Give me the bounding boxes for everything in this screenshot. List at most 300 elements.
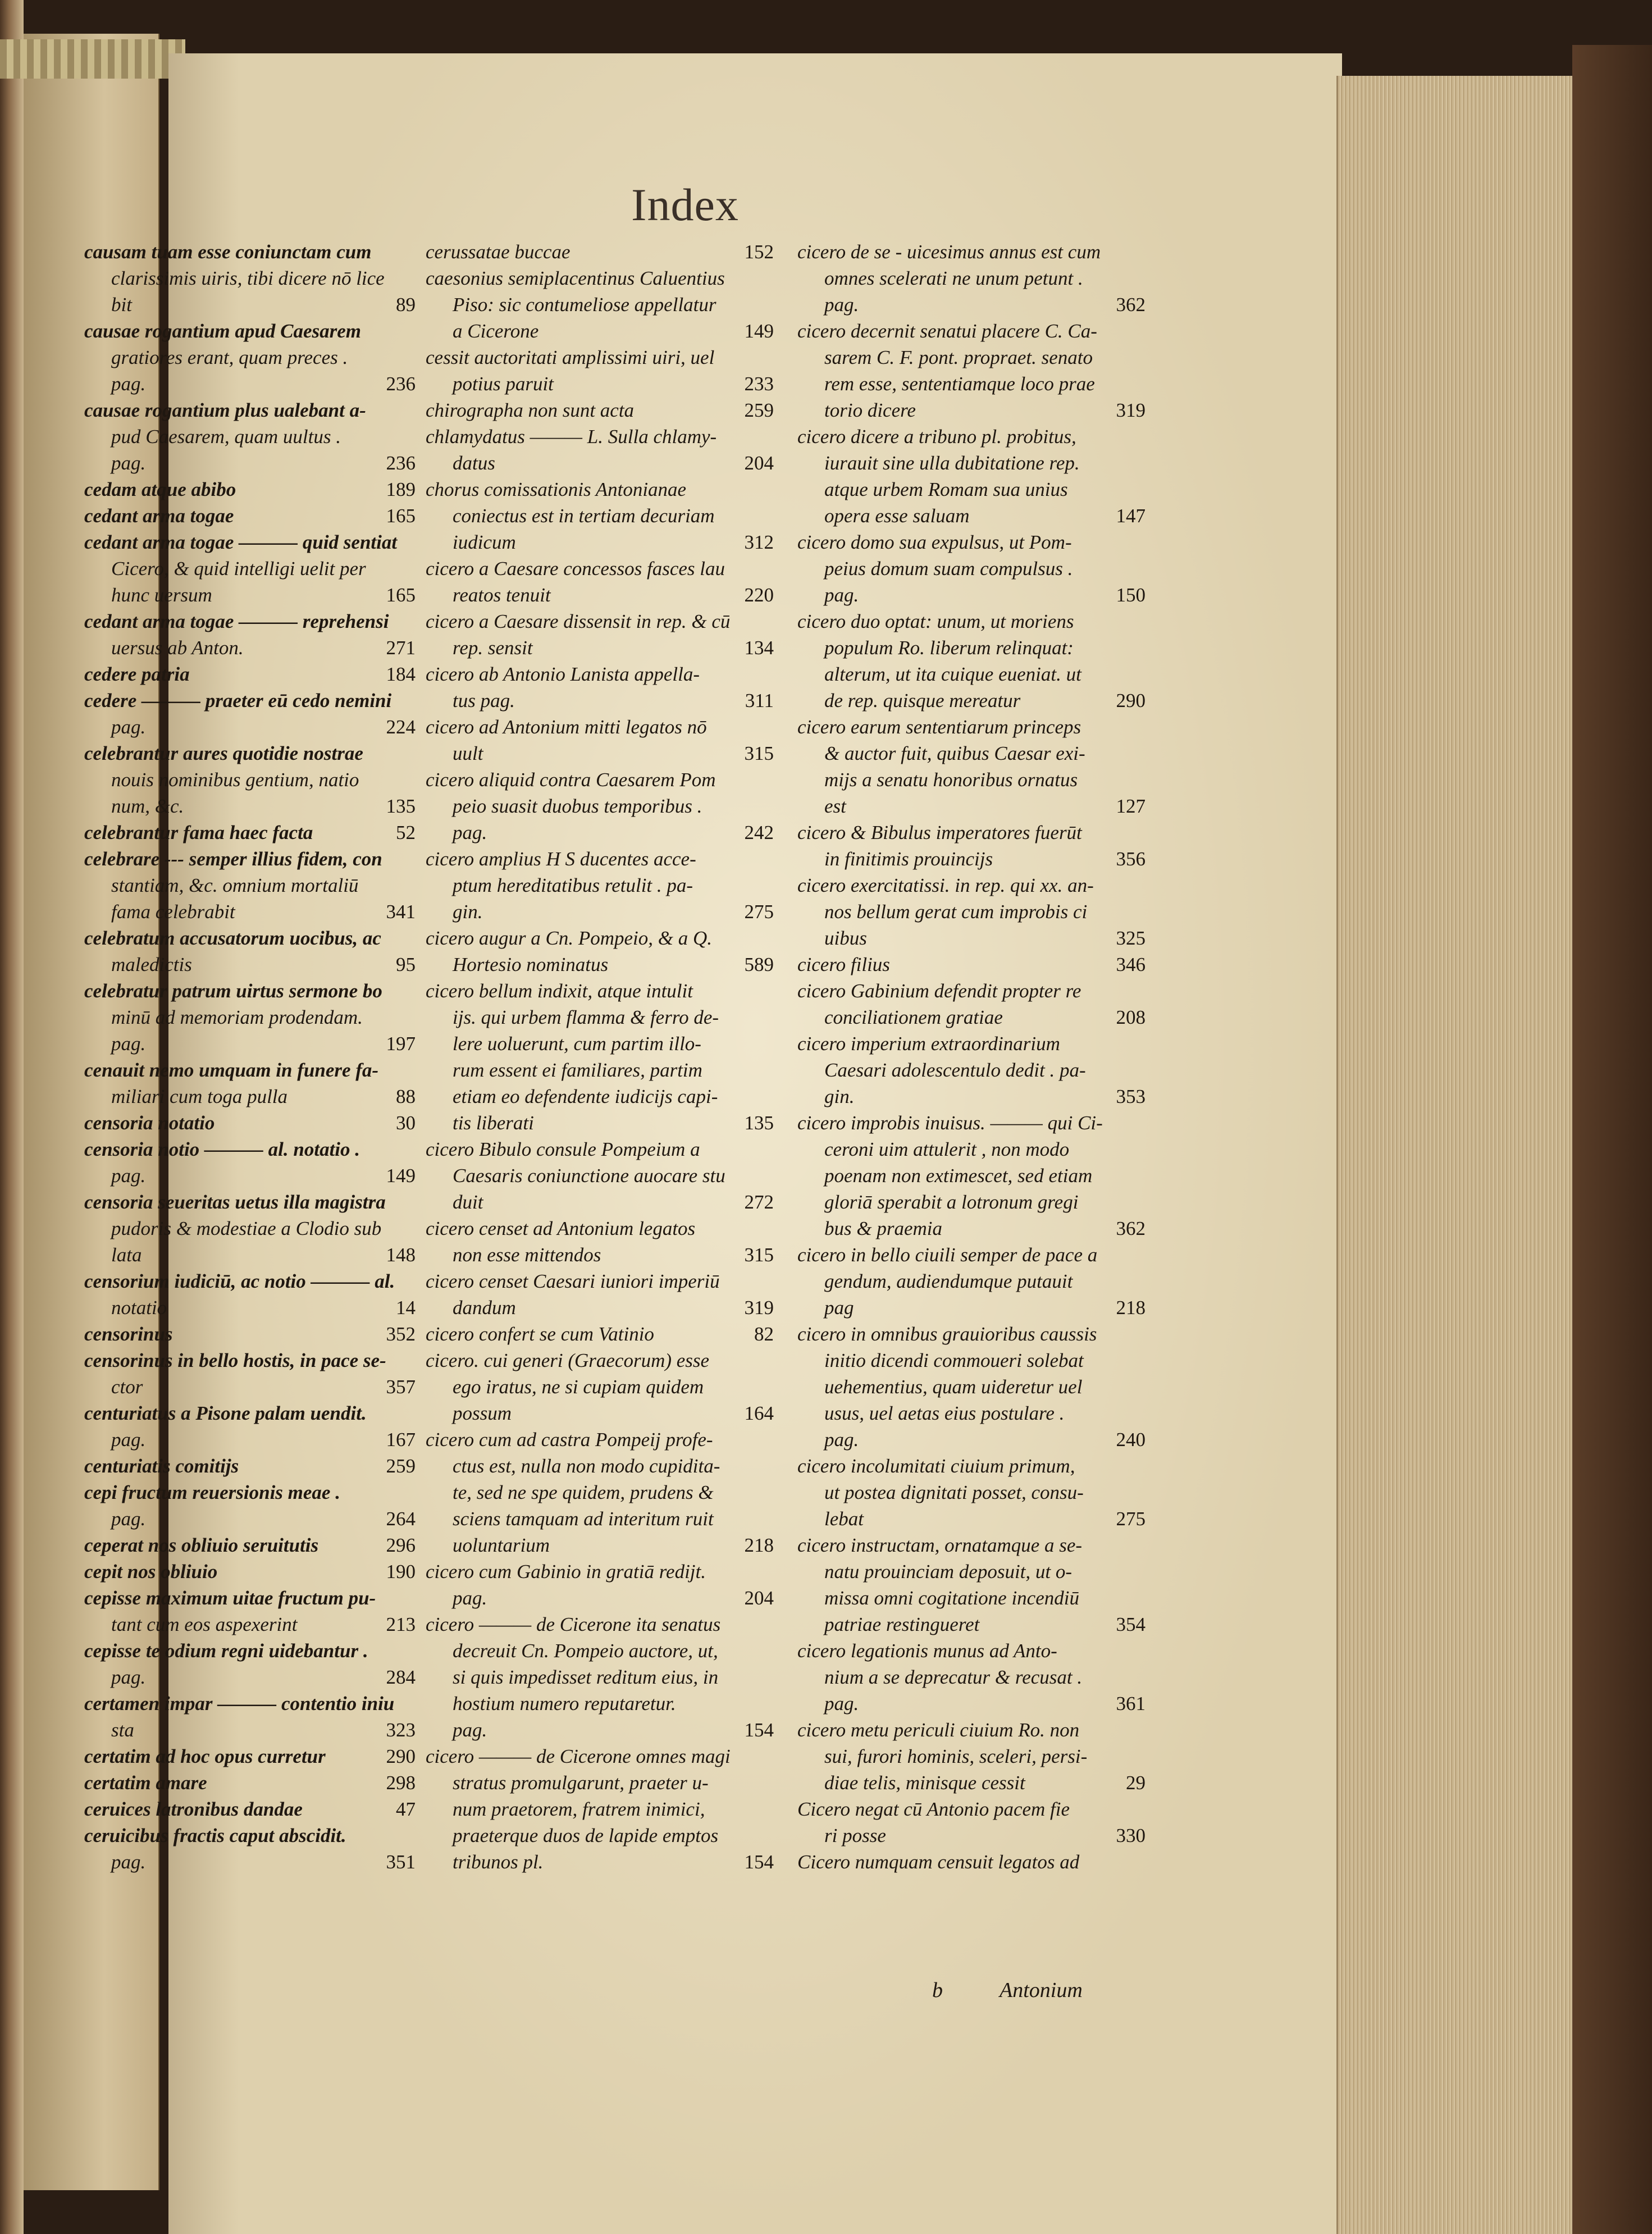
page-number: 135: [386, 795, 416, 817]
index-entry-line: [797, 1532, 1146, 1558]
index-entry-line: [426, 1506, 774, 1532]
entry-text: cepisse maximum uitae fructum pu-: [84, 1587, 376, 1609]
entry-text: nos bellum gerat cum improbis ci: [824, 901, 1088, 923]
index-entry-line: [84, 1294, 416, 1321]
entry-text: ri posse: [824, 1825, 886, 1847]
entry-text: ptum hereditatibus retulit . pa-: [453, 874, 693, 896]
entry-text: causam tuam esse coniunctam cum: [84, 241, 372, 263]
index-entry-line: [797, 1374, 1146, 1400]
entry-text: est: [824, 795, 846, 817]
entry-text: pud Caesarem, quam uultus .: [111, 426, 341, 448]
entry-text: nouis nominibus gentium, natio: [111, 769, 359, 791]
page-number: 315: [744, 1244, 774, 1266]
entry-text: cicero instructam, ornatamque a se-: [797, 1534, 1083, 1556]
index-entry-line: [797, 371, 1146, 397]
index-entry-line: [84, 1426, 416, 1453]
entry-text: chirographa non sunt acta: [426, 399, 635, 421]
entry-text: si quis impedisset reditum eius, in: [453, 1666, 719, 1688]
index-entry-line: [426, 1110, 774, 1136]
page-number: 236: [386, 373, 416, 395]
index-entry-line: [84, 767, 416, 793]
index-entry-line: [84, 1083, 416, 1110]
index-entry-line: [797, 423, 1146, 450]
entry-text: uibus: [824, 927, 867, 949]
index-entry-line: [84, 1849, 416, 1875]
entry-text: cicero confert se cum Vatinio: [426, 1323, 654, 1345]
index-entry-line: [797, 1004, 1146, 1031]
index-entry-line: [84, 318, 416, 344]
entry-text: pudoris & modestiae a Clodio sub: [111, 1218, 382, 1239]
index-entry-line: [797, 1347, 1146, 1374]
index-entry-line: [426, 1004, 774, 1031]
entry-text: celebrantur fama haec facta: [84, 822, 313, 844]
entry-text: pag.: [111, 452, 146, 474]
page-number: 298: [386, 1772, 416, 1794]
index-entry-line: [84, 1031, 416, 1057]
entry-text: te, sed ne spe quidem, prudens &: [453, 1481, 714, 1503]
entry-text: cicero ——— de Cicerone omnes magi: [426, 1745, 731, 1767]
index-entry-line: [426, 793, 774, 819]
entry-text: pag.: [111, 1165, 146, 1187]
index-entry-line: [84, 1585, 416, 1611]
page-number: 361: [1116, 1693, 1146, 1715]
entry-text: rum essent ei familiares, partim: [453, 1059, 702, 1081]
entry-text: atque urbem Romam sua unius: [824, 478, 1068, 500]
entry-text: cicero dicere a tribuno pl. probitus,: [797, 426, 1076, 448]
entry-text: Cicero negat cū Antonio pacem fie: [797, 1798, 1070, 1820]
entry-text: stratus promulgarunt, praeter u-: [453, 1772, 709, 1794]
entry-text: cicero cum ad castra Pompeij profe-: [426, 1429, 713, 1451]
entry-text: fama celebrabit: [111, 901, 235, 923]
index-entry-line: [84, 1162, 416, 1189]
index-entry-line: [426, 951, 774, 978]
entry-text: Piso: sic contumeliose appellatur: [453, 294, 717, 316]
entry-text: reatos tenuit: [453, 584, 551, 606]
entry-text: notatio: [111, 1297, 167, 1319]
page-number: 148: [386, 1244, 416, 1266]
page-number: 224: [386, 716, 416, 738]
entry-text: uult: [453, 742, 483, 764]
index-entry-line: [797, 1558, 1146, 1585]
index-entry-line: [84, 951, 416, 978]
entry-text: Caesari adolescentulo dedit . pa-: [824, 1059, 1086, 1081]
index-entry-line: [426, 503, 774, 529]
entry-text: ceruices latronibus dandae: [84, 1798, 303, 1820]
page-number: 271: [386, 637, 416, 659]
entry-text: tribunos pl.: [453, 1851, 544, 1873]
index-entry-line: [797, 1400, 1146, 1426]
index-entry-line: [84, 1690, 416, 1717]
entry-text: natu prouinciam deposuit, ut o-: [824, 1561, 1073, 1583]
entry-text: cicero & Bibulus imperatores fuerūt: [797, 822, 1082, 844]
index-entry-line: [84, 291, 416, 318]
index-entry-line: [84, 1400, 416, 1426]
page-number: 325: [1116, 927, 1146, 949]
page-number: 127: [1116, 795, 1146, 817]
entry-text: certamen impar ——— contentio iniu: [84, 1693, 395, 1715]
page-number: 233: [744, 373, 774, 395]
index-entry-line: [84, 1215, 416, 1242]
index-entry-line: [797, 1479, 1146, 1506]
entry-text: ceperat nos obliuio seruitutis: [84, 1534, 319, 1556]
entry-text: cepit nos obliuio: [84, 1561, 218, 1583]
index-entry-line: [426, 1770, 774, 1796]
page-number: 208: [1116, 1006, 1146, 1028]
index-entry-line: [797, 951, 1146, 978]
entry-text: pag.: [111, 373, 146, 395]
entry-text: diae telis, minisque cessit: [824, 1772, 1025, 1794]
entry-text: peius domum suam compulsus .: [824, 558, 1073, 580]
index-entry-line: [797, 819, 1146, 846]
index-entry-line: [797, 450, 1146, 476]
index-entry-line: [426, 740, 774, 767]
entry-text: censorinus in bello hostis, in pace se-: [84, 1349, 386, 1371]
page-number: 47: [396, 1798, 416, 1820]
index-entry-line: [426, 608, 774, 635]
index-entry-line: [84, 239, 416, 265]
index-entry-line: [84, 1770, 416, 1796]
index-entry-line: [797, 661, 1146, 687]
entry-text: cicero Bibulo consule Pompeium a: [426, 1138, 700, 1160]
entry-text: gloriā sperabit a lotronum gregi: [824, 1191, 1079, 1213]
entry-text: bus & praemia: [824, 1218, 942, 1239]
entry-text: pag.: [453, 1719, 487, 1741]
page-number: 154: [744, 1719, 774, 1741]
index-entry-line: [426, 687, 774, 714]
index-entry-line: [426, 397, 774, 423]
entry-text: maledictis: [111, 954, 192, 975]
entry-text: pag.: [824, 1693, 859, 1715]
index-entry-line: [426, 1796, 774, 1822]
index-entry-line: [426, 714, 774, 740]
entry-text: Cicero numquam censuit legatos ad: [797, 1851, 1080, 1873]
entry-text: cenauit nemo umquam in funere fa-: [84, 1059, 379, 1081]
index-entry-line: [84, 819, 416, 846]
index-entry-line: [426, 1400, 774, 1426]
entry-text: rem esse, sententiamque loco prae: [824, 373, 1095, 395]
entry-text: ceruicibus fractis caput abscidit.: [84, 1825, 346, 1847]
page-number: 341: [386, 901, 416, 923]
index-entry-line: [797, 1189, 1146, 1215]
index-column-2: [426, 239, 774, 1875]
index-entry-line: [797, 1796, 1146, 1822]
page-number: 218: [744, 1534, 774, 1556]
index-entry-line: [84, 1057, 416, 1083]
index-entry-line: [426, 1374, 774, 1400]
index-entry-line: [797, 476, 1146, 503]
entry-text: pag.: [111, 1666, 146, 1688]
page-number: 319: [1116, 399, 1146, 421]
page-number: 149: [744, 320, 774, 342]
index-entry-line: [426, 371, 774, 397]
page-number: 165: [386, 505, 416, 527]
index-entry-line: [797, 1242, 1146, 1268]
entry-text: peio suasit duobus temporibus .: [453, 795, 702, 817]
page-number: 29: [1126, 1772, 1146, 1794]
entry-text: pag.: [111, 1429, 146, 1451]
index-entry-line: [84, 397, 416, 423]
index-entry-line: [426, 1268, 774, 1294]
entry-text: uoluntarium: [453, 1534, 550, 1556]
index-entry-line: [797, 239, 1146, 265]
entry-text: praeterque duos de lapide emptos: [453, 1825, 719, 1847]
entry-text: cepisse te odium regni uidebantur .: [84, 1640, 368, 1662]
index-entry-line: [84, 899, 416, 925]
entry-text: cicero earum sententiarum princeps: [797, 716, 1081, 738]
index-entry-line: [797, 318, 1146, 344]
entry-text: pag.: [111, 1851, 146, 1873]
index-entry-line: [426, 1242, 774, 1268]
page-header: Index: [631, 179, 739, 230]
index-entry-line: [84, 582, 416, 608]
index-entry-line: [426, 1189, 774, 1215]
page-number: 311: [745, 690, 774, 712]
index-entry-line: [426, 1426, 774, 1453]
index-entry-line: [426, 1136, 774, 1162]
index-entry-line: [426, 978, 774, 1004]
entry-text: pag.: [824, 1429, 859, 1451]
index-entry-line: [797, 1690, 1146, 1717]
entry-text: censoria notio ——— al. notatio .: [84, 1138, 360, 1160]
index-entry-line: [84, 1242, 416, 1268]
index-entry-line: [84, 1558, 416, 1585]
entry-text: sarem C. F. pont. propraet. senato: [824, 347, 1093, 368]
page-number: 165: [386, 584, 416, 606]
page-number: 259: [386, 1455, 416, 1477]
page-number: 290: [1116, 690, 1146, 712]
index-entry-line: [426, 239, 774, 265]
index-entry-line: [84, 371, 416, 397]
index-entry-line: [797, 793, 1146, 819]
page-number: 167: [386, 1429, 416, 1451]
entry-text: celebrantur aures quotidie nostrae: [84, 742, 363, 764]
page-number: 330: [1116, 1825, 1146, 1847]
entry-text: tant cum eos aspexerint: [111, 1613, 298, 1635]
index-entry-line: [84, 1506, 416, 1532]
index-entry-line: [426, 423, 774, 450]
entry-text: cicero de se - uicesimus annus est cum: [797, 241, 1101, 263]
index-entry-line: [797, 714, 1146, 740]
index-entry-line: [84, 872, 416, 899]
index-column-1: [84, 239, 416, 1875]
index-entry-line: [797, 1822, 1146, 1849]
index-entry-line: [84, 925, 416, 951]
index-entry-line: [797, 635, 1146, 661]
page-number: 89: [396, 294, 416, 316]
entry-text: torio dicere: [824, 399, 916, 421]
index-entry-line: [84, 1110, 416, 1136]
entry-text: chorus comissationis Antonianae: [426, 478, 687, 500]
entry-text: cicero bellum indixit, atque intulit: [426, 980, 693, 1002]
index-entry-line: [84, 687, 416, 714]
entry-text: cicero ab Antonio Lanista appella-: [426, 663, 700, 685]
entry-text: censorinus: [84, 1323, 173, 1345]
index-entry-line: [84, 635, 416, 661]
index-entry-line: [797, 1057, 1146, 1083]
index-entry-line: [797, 291, 1146, 318]
index-entry-line: [84, 529, 416, 555]
index-entry-line: [84, 1638, 416, 1664]
index-entry-line: [426, 1347, 774, 1374]
entry-text: chlamydatus ——— L. Sulla chlamy-: [426, 426, 717, 448]
page-number: 134: [744, 637, 774, 659]
page-number: 88: [396, 1086, 416, 1107]
entry-text: ego iratus, ne si cupiam quidem: [453, 1376, 704, 1398]
page-number: 315: [744, 742, 774, 764]
entry-text: datus: [453, 452, 495, 474]
entry-text: clarissimis uiris, tibi dicere nō lice: [111, 267, 385, 289]
page-number: 275: [1116, 1508, 1146, 1530]
page-number: 236: [386, 452, 416, 474]
index-entry-line: [84, 1664, 416, 1690]
index-entry-line: [426, 1532, 774, 1558]
index-entry-line: [797, 397, 1146, 423]
index-entry-line: [426, 1453, 774, 1479]
entry-text: Caesaris coniunctione auocare stu: [453, 1165, 725, 1187]
page-number: 152: [744, 241, 774, 263]
entry-text: nium a se deprecatur & recusat .: [824, 1666, 1083, 1688]
entry-text: lebat: [824, 1508, 864, 1530]
index-entry-line: [797, 1294, 1146, 1321]
index-entry-line: [84, 1453, 416, 1479]
book-cover-left: [0, 0, 24, 2234]
index-column-3: [797, 239, 1146, 1875]
index-entry-line: [426, 476, 774, 503]
entry-text: cicero Gabinium defendit propter re: [797, 980, 1081, 1002]
entry-text: ctus est, nulla non modo cupidita-: [453, 1455, 720, 1477]
index-entry-line: [426, 582, 774, 608]
index-entry-line: [84, 1717, 416, 1743]
entry-text: ceroni uim attulerit , non modo: [824, 1138, 1070, 1160]
index-entry-line: [426, 899, 774, 925]
index-entry-line: [797, 925, 1146, 951]
index-entry-line: [797, 1743, 1146, 1770]
entry-text: populum Ro. liberum relinquat:: [824, 637, 1074, 659]
entry-text: cicero domo sua expulsus, ut Pom-: [797, 531, 1072, 553]
index-entry-line: [84, 503, 416, 529]
index-entry-line: [797, 529, 1146, 555]
entry-text: cicero imperium extraordinarium: [797, 1033, 1060, 1055]
index-entry-line: [797, 1849, 1146, 1875]
index-entry-line: [797, 872, 1146, 899]
page-number: 154: [744, 1851, 774, 1873]
index-entry-line: [426, 1717, 774, 1743]
entry-text: patriae restingueret: [824, 1613, 980, 1635]
page-number: 284: [386, 1666, 416, 1688]
index-entry-line: [426, 1822, 774, 1849]
index-entry-line: [426, 529, 774, 555]
page-number: 95: [396, 954, 416, 975]
entry-text: mijs a senatu honoribus ornatus: [824, 769, 1078, 791]
entry-text: pag.: [453, 822, 487, 844]
entry-text: num, &c.: [111, 795, 184, 817]
entry-text: cicero amplius H S ducentes acce-: [426, 848, 696, 870]
entry-text: cicero a Caesare concessos fasces lau: [426, 558, 725, 580]
entry-text: a Cicerone: [453, 320, 539, 342]
index-entry-line: [426, 1057, 774, 1083]
entry-text: cicero augur a Cn. Pompeio, & a Q.: [426, 927, 713, 949]
page-number: 323: [386, 1719, 416, 1741]
entry-text: lere uoluerunt, cum partim illo-: [453, 1033, 701, 1055]
index-entry-line: [84, 1347, 416, 1374]
index-entry-line: [426, 1690, 774, 1717]
index-entry-line: [797, 608, 1146, 635]
entry-text: initio dicendi commoueri solebat: [824, 1349, 1084, 1371]
index-entry-line: [84, 423, 416, 450]
index-entry-line: [84, 265, 416, 291]
index-entry-line: [426, 555, 774, 582]
entry-text: Cicero, & quid intelligi uelit per: [111, 558, 366, 580]
page-number: 149: [386, 1165, 416, 1187]
index-entry-line: [797, 1453, 1146, 1479]
index-entry-line: [797, 1083, 1146, 1110]
index-entry-line: [426, 661, 774, 687]
entry-text: & auctor fuit, quibus Caesar exi-: [824, 742, 1085, 764]
index-entry-line: [426, 1083, 774, 1110]
entry-text: cepi fructum reuersionis meae .: [84, 1481, 340, 1503]
page-number: 319: [744, 1297, 774, 1319]
entry-text: hunc uersum: [111, 584, 212, 606]
index-entry-line: [426, 265, 774, 291]
page-number: 259: [744, 399, 774, 421]
entry-text: certatim ad hoc opus curretur: [84, 1745, 326, 1767]
page-number: 351: [386, 1851, 416, 1873]
entry-text: ut postea dignitati posset, consu-: [824, 1481, 1084, 1503]
index-entry-line: [797, 687, 1146, 714]
page-number: 213: [386, 1613, 416, 1635]
page-number: 362: [1116, 1218, 1146, 1239]
page-number: 147: [1116, 505, 1146, 527]
index-entry-line: [426, 1558, 774, 1585]
entry-text: cedant arma togae: [84, 505, 234, 527]
entry-text: num praetorem, fratrem inimici,: [453, 1798, 705, 1820]
entry-text: pag.: [824, 584, 859, 606]
index-entry-line: [426, 450, 774, 476]
index-entry-line: [797, 767, 1146, 793]
book-cover-right: [1572, 45, 1652, 2234]
index-entry-line: [84, 450, 416, 476]
catchword: Antonium: [1000, 1978, 1083, 2002]
entry-text: cessit auctoritati amplissimi uiri, uel: [426, 347, 715, 368]
index-entry-line: [84, 1532, 416, 1558]
page-number: 312: [744, 531, 774, 553]
entry-text: cicero exercitatissi. in rep. qui xx. an-: [797, 874, 1094, 896]
entry-text: etiam eo defendente iudicijs capi-: [453, 1086, 718, 1107]
page-number: 589: [744, 954, 774, 975]
index-entry-line: [426, 635, 774, 661]
page-number: 354: [1116, 1613, 1146, 1635]
index-entry-line: [426, 1321, 774, 1347]
entry-text: gratiores erant, quam preces .: [111, 347, 348, 368]
entry-text: tis liberati: [453, 1112, 534, 1134]
entry-text: cicero a Caesare dissensit in rep. & cū: [426, 610, 731, 632]
index-entry-line: [426, 1162, 774, 1189]
entry-text: conciliationem gratiae: [824, 1006, 1003, 1028]
entry-text: cicero ——— de Cicerone ita senatus: [426, 1613, 721, 1635]
entry-text: cicero duo optat: unum, ut moriens: [797, 610, 1074, 632]
page-number: 164: [744, 1402, 774, 1424]
entry-text: hostium numero reputaretur.: [453, 1693, 676, 1715]
index-entry-line: [84, 1268, 416, 1294]
page-number: 204: [744, 1587, 774, 1609]
entry-text: pag.: [824, 294, 859, 316]
index-entry-line: [84, 1004, 416, 1031]
index-entry-line: [797, 1215, 1146, 1242]
entry-text: cedant arma togae ——— quid sentiat: [84, 531, 398, 553]
index-entry-line: [84, 1743, 416, 1770]
page-block-edge: [1336, 76, 1574, 2234]
entry-text: duit: [453, 1191, 483, 1213]
